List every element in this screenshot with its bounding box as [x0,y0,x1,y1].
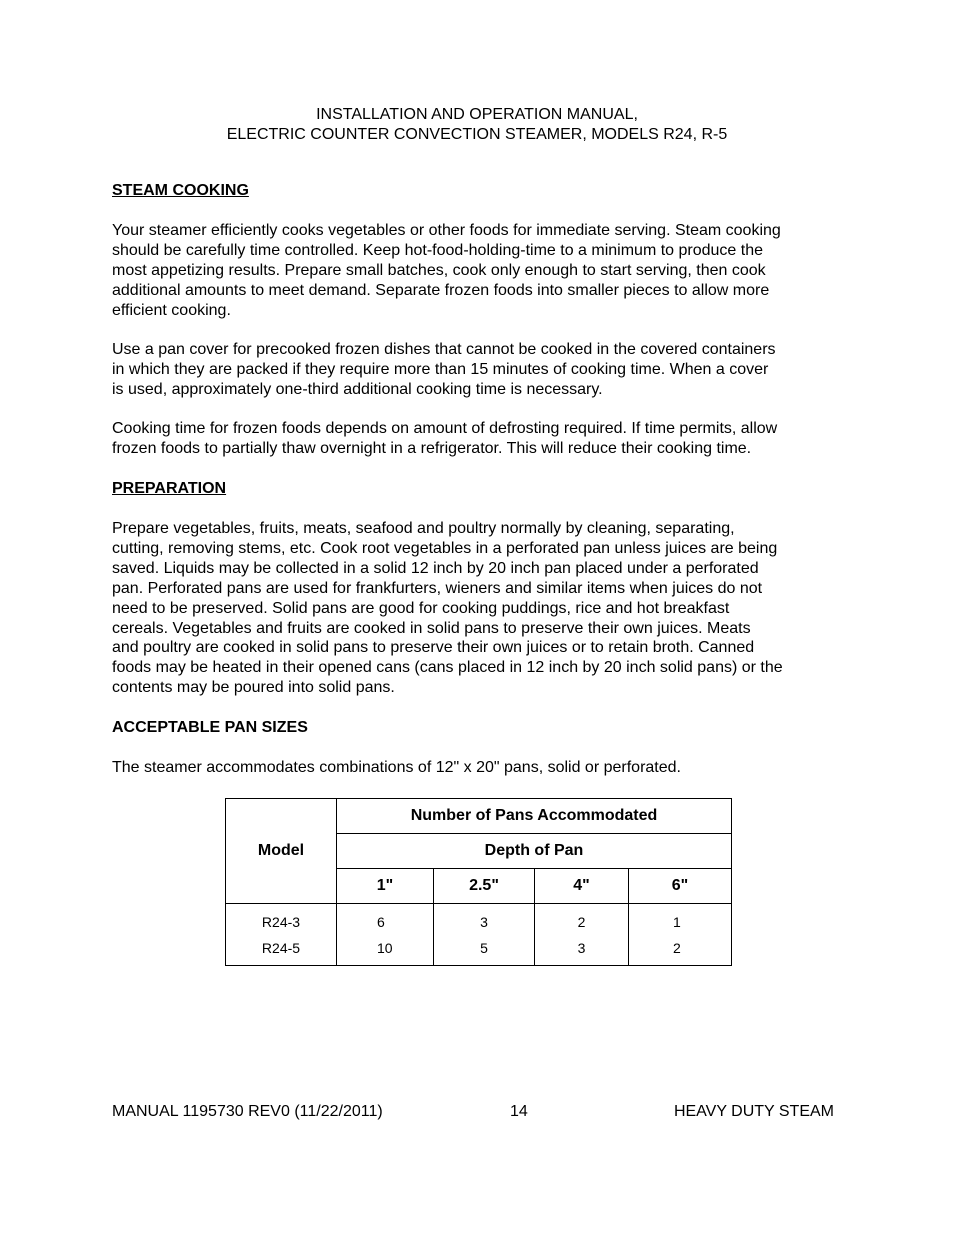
table-value: 10 [377,939,393,956]
text-line: in which they are packed if they require more than 15 minutes of cooking time. When a cover [112,360,769,378]
depth-header-4in: 4" [535,869,629,904]
text-line: Prepare vegetables, fruits, meats, seafood and poultry normally by cleaning, separating, [112,520,735,537]
depth-header-2-5in: 2.5" [434,869,535,904]
text-line: frozen foods to partially thaw overnight in a refrigerator. This will reduce their cooking time. [112,439,752,457]
table-value: 2 [577,913,586,930]
text-line: and poultry are cooked in solid pans to preserve their own juices or to retain broth. Canned [112,639,755,657]
depth-header-1in: 1" [337,869,434,904]
depth-header-6in: 6" [629,869,732,904]
pans-accommodated-header: Number of Pans Accommodated [337,799,732,834]
steam-cooking-paragraph-3 [112,419,847,459]
text-line: Your steamer efficiently cooks vegetables or other foods for immediate serving. Steam cooking [112,222,781,239]
steam-cooking-paragraph-1 [112,221,847,321]
text-line: need to be preserved. Solid pans are good for cooking puddings, rice and hot breakfast [112,599,730,617]
text-line: most appetizing results. Prepare small batches, cook only enough to start serving, then cook [112,261,766,279]
section-heading-pan-sizes: ACCEPTABLE PAN SIZES [112,719,308,736]
value-cell-4in [535,904,629,966]
steam-cooking-paragraph-2 [112,340,847,400]
footer-page-number: 14 [510,1103,528,1120]
model-cell [226,904,337,966]
section-heading-steam-cooking: STEAM COOKING [112,182,249,199]
text-line: saved. Liquids may be collected in a solid 12 inch by 20 inch pan placed under a perforated [112,559,759,577]
preparation-paragraph [112,519,847,698]
pan-capacity-table [225,798,732,966]
text-line: pan. Perforated pans are used for frankfurters, wieners and similar items when juices do not [112,579,763,597]
text-line: cutting, removing stems, etc. Cook root vegetables in a perforated pan unless juices are being [112,539,778,557]
value-cell-2-5in [434,904,535,966]
table-value: 5 [480,939,488,956]
header-line-1: INSTALLATION AND OPERATION MANUAL, [316,106,638,123]
table-value: 2 [673,939,681,956]
section-heading-preparation: PREPARATION [112,480,227,497]
text-line: should be carefully time controlled. Keep hot-food-holding-time to a minimum to produce the [112,241,764,259]
value-cell-1in [337,904,434,966]
model-r24-3: R24-3 [261,913,301,930]
footer-manual-number: MANUAL 1195730 REV0 (11/22/2011) [112,1103,383,1120]
text-line: The steamer accommodates combinations of 12" x 20" pans, solid or perforated. [112,759,681,776]
depth-of-pan-header: Depth of Pan [337,834,732,869]
header-line-2: ELECTRIC COUNTER CONVECTION STEAMER, MODELS R24, R-5 [226,126,728,143]
table-value: 6 [377,913,385,930]
text-line: Use a pan cover for precooked frozen dishes that cannot be cooked in the covered containers [112,341,776,358]
pan-sizes-paragraph [112,758,847,778]
table-value: 1 [673,913,681,930]
table-value: 3 [577,939,586,956]
text-line: Cooking time for frozen foods depends on amount of defrosting required. If time permits, allow [112,420,778,437]
table-value: 3 [480,913,488,930]
text-line: is used, approximately one-third additional cooking time is necessary. [112,380,603,398]
document-header [0,105,954,145]
text-line: contents may be poured into solid pans. [112,679,395,697]
text-line: additional amounts to meet demand. Separate frozen foods into smaller pieces to allow more [112,281,770,299]
model-column-header: Model [226,799,337,904]
text-line: efficient cooking. [112,301,231,319]
value-cell-6in [629,904,732,966]
text-line: foods may be heated in their opened cans (cans placed in 12 inch by 20 inch solid pans) or the [112,659,783,677]
text-line: cereals. Vegetables and fruits are cooked in solid pans to preserve their own juices. Meats [112,619,751,637]
model-r24-5: R24-5 [261,939,301,956]
footer-product-line: HEAVY DUTY STEAM [673,1103,834,1120]
